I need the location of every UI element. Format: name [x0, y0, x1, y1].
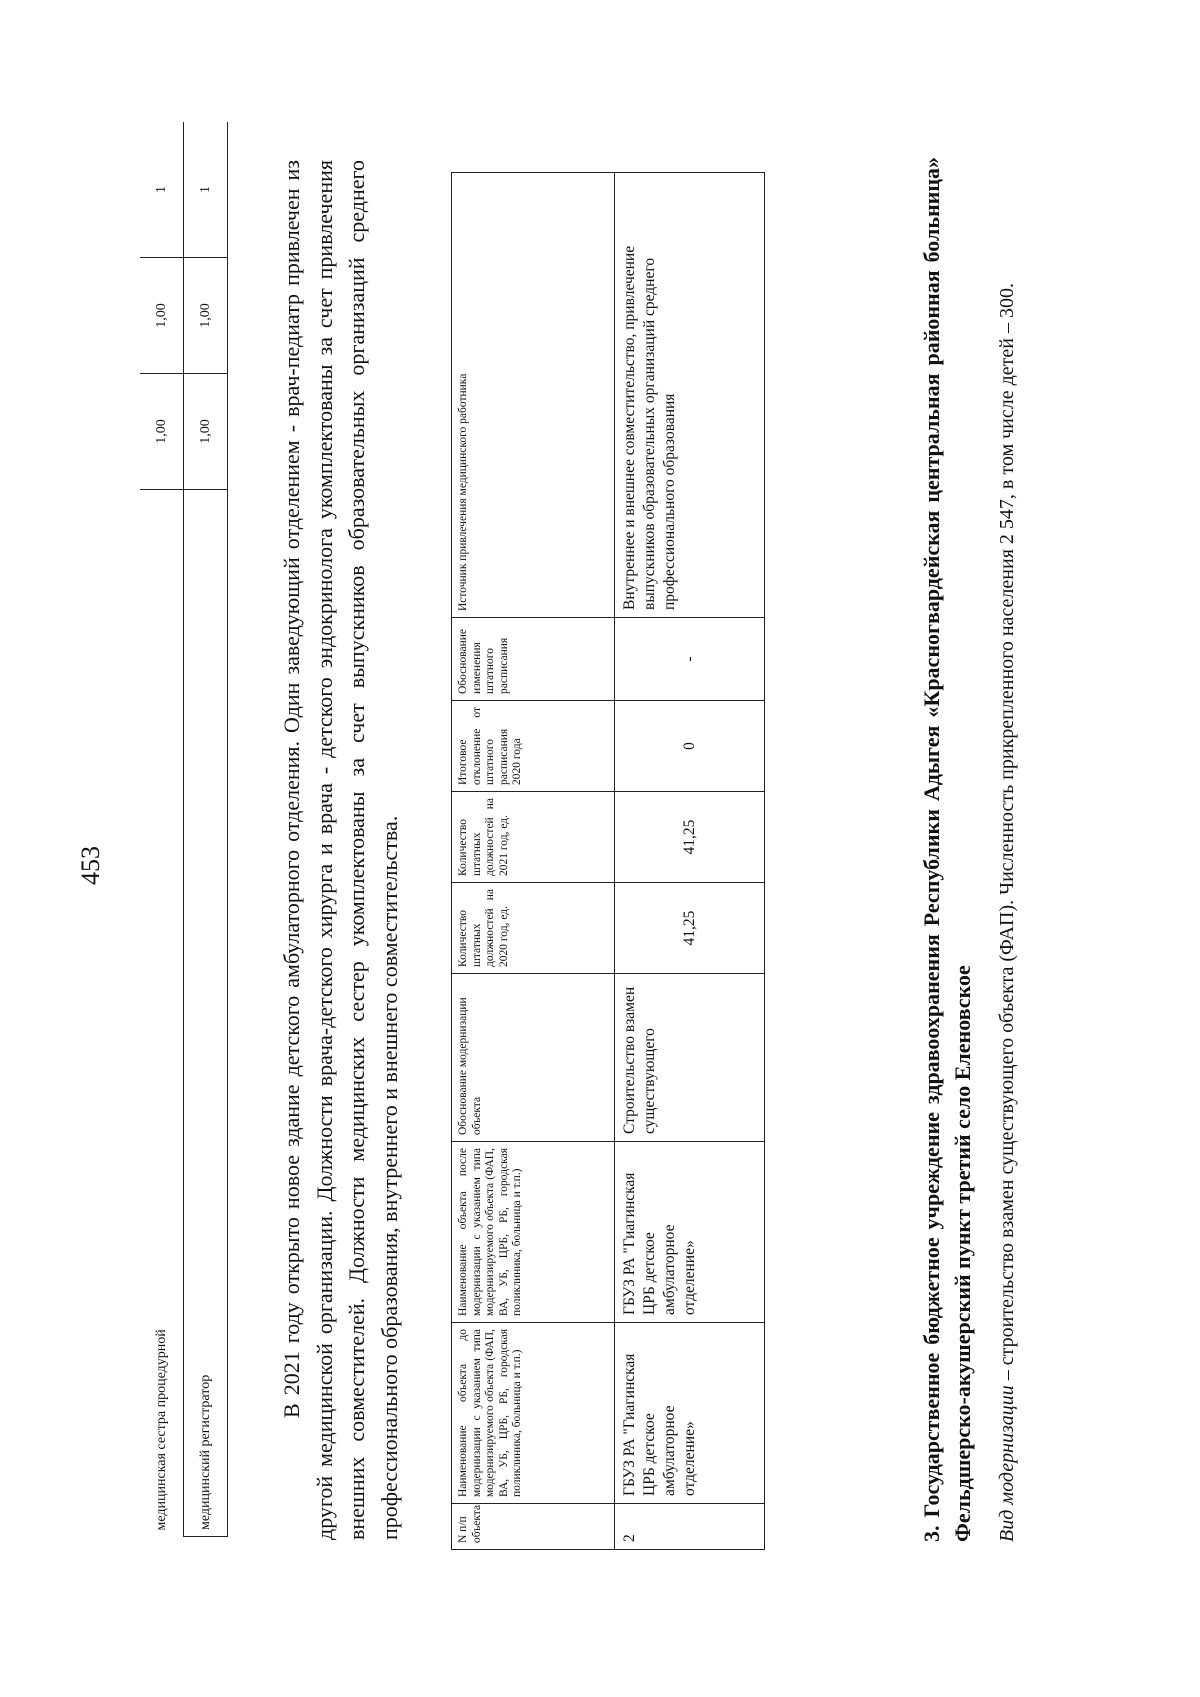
column-header: N п/п объекта	[452, 1504, 615, 1550]
table-row	[140, 122, 184, 1537]
section-number: 3.	[919, 1525, 944, 1542]
table-row	[615, 173, 765, 1550]
table-cell: 41,25	[615, 792, 765, 883]
column-header: Источник привлечения медицинского работника	[452, 173, 615, 618]
staff-value: 1,00	[184, 374, 228, 490]
column-header: Обоснование модернизации объекта	[452, 974, 615, 1142]
column-header: Наименование объекта до модернизации с указанием типа модернизируемого объекта (ФАП, ВА, УБ, ЦРБ, РБ, городская поликлиника, больница и т.п.)	[452, 1323, 615, 1504]
table-cell: 41,25	[615, 883, 765, 974]
staff-value: 1,00	[140, 374, 184, 490]
table-row	[184, 122, 228, 1537]
staff-position-name: медицинский регистратор	[184, 490, 228, 1537]
section-description	[992, 157, 1022, 1542]
page-number: 453	[76, 846, 105, 885]
column-header: Обоснование изменения штатного расписания	[452, 618, 615, 701]
staff-value: 1,00	[140, 258, 184, 374]
body-paragraph: В 2021 году открыто новое здание детского амбулаторного отделения. Один заведующий отделением - врач-педиатр привлечен из другой медицинской организации. Должности врача-детского хирурга и врача - детского эндокринолога укомплектованы за счет привлечения внешних совместителей. Должности медицинских сестер укомплектованы за счет выпускников образовательных организаций среднего профессионального образования, внутреннего и внешнего совместительства.	[279, 160, 402, 1540]
table-cell: Строительство взамен существующего	[615, 974, 765, 1142]
table-header-row	[452, 173, 615, 1550]
column-header: Наименование объекта после модернизации с указанием типа модернизируемого объекта (ФАП, ВА, УБ, ЦРБ, РБ, городская поликлиника, больница и т.п.)	[452, 1142, 615, 1323]
staff-value: 1	[184, 122, 228, 258]
staff-value: 1,00	[184, 258, 228, 374]
description-label: Вид модернизации	[996, 1385, 1018, 1542]
column-header: Количество штатных должностей на 2020 год, ед.	[452, 883, 615, 974]
table-cell: ГБУЗ РА "Гиагинская ЦРБ детское амбулаторное отделение»	[615, 1142, 765, 1323]
staff-table	[140, 122, 228, 1537]
section-title: Государственное бюджетное учреждение здравоохранения Республики Адыгея «Красногвардейская центральная районная больница» Фельдшерско-акушерский пункт третий село Еленовское	[919, 156, 975, 1542]
staff-value: 1	[140, 122, 184, 258]
column-header: Итоговое отклонение от штатного расписания 2020 года	[452, 701, 615, 792]
table-cell: 0	[615, 701, 765, 792]
staff-position-name: медицинская сестра процедурной	[140, 490, 184, 1537]
table-cell: -	[615, 618, 765, 701]
section-heading	[916, 157, 978, 1542]
column-header: Количество штатных должностей на 2021 год, ед.	[452, 792, 615, 883]
modernization-table	[451, 172, 765, 1550]
table-cell: Внутреннее и внешнее совместительство, привлечение выпускников образовательных организаций среднего профессионального образования	[615, 173, 765, 618]
table-cell: 2	[615, 1504, 765, 1550]
table-cell: ГБУЗ РА "Гиагинская ЦРБ детское амбулаторное отделение»	[615, 1323, 765, 1504]
description-text: – строительство взамен существующего объекта (ФАП). Численность прикрепленного населения 2 547, в том числе детей – 300.	[996, 283, 1018, 1386]
